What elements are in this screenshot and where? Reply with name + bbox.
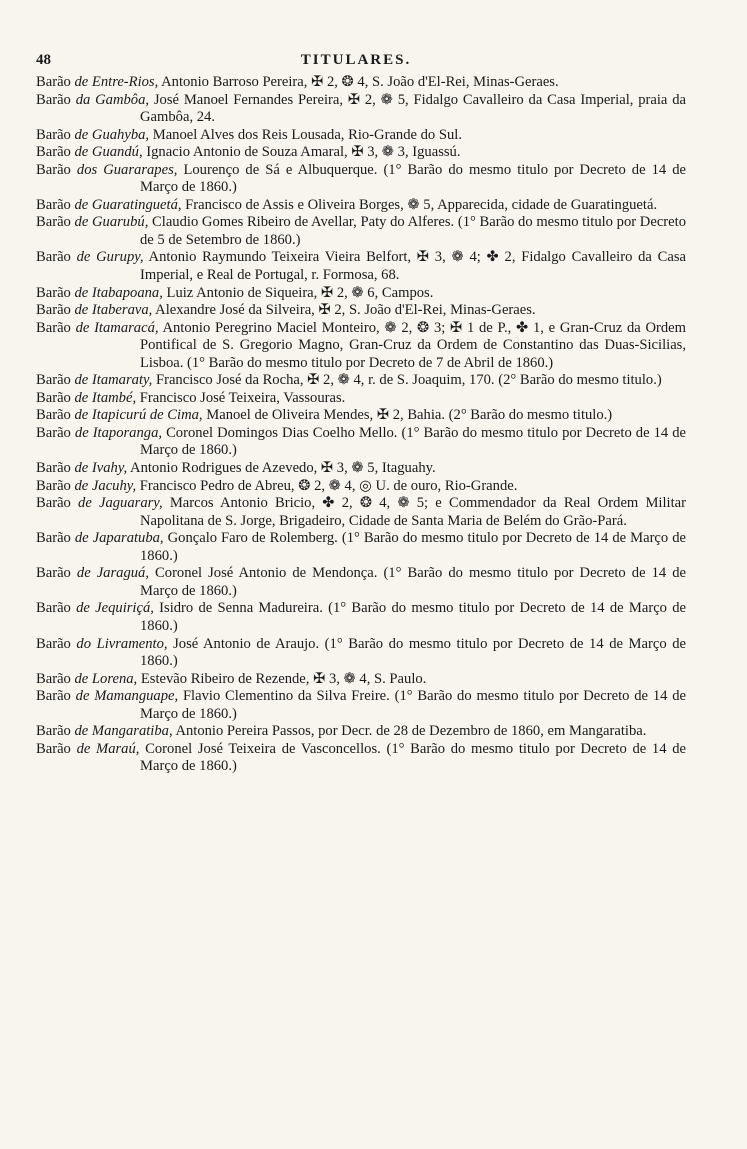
list-item: Barão de Itamaracá, Antonio Peregrino Maciel Monteiro, ❁ 2, ❂ 3; ✠ 1 de P., ✤ 1, e Gran-Cruz da Ordem Pontifical de S. Gregorio Magno, Gran-Cruz da Ordem de Constantino das Duas-Sicilias, Lisboa. (1° Barão do mesmo titulo por Decreto de 7 de Abril de 1860.) — [36, 319, 686, 371]
list-item: Barão de Itapicurú de Cima, Manoel de Oliveira Mendes, ✠ 2, Bahia. (2° Barão do mesmo titulo.) — [36, 407, 613, 424]
list-item: Barão de Itamaraty, Francisco José da Rocha, ✠ 2, ❁ 4, r. de S. Joaquim, 170. (2° Barão do mesmo titulo.) — [36, 372, 662, 389]
running-title: TITULARES. — [300, 52, 412, 68]
page-number: 48 — [36, 52, 51, 68]
list-item: Barão de Jequiriçá, Isidro de Senna Madureira. (1° Barão do mesmo titulo por Decreto de 14 de Março de 1860.) — [36, 600, 686, 634]
list-item: Barão de Gurupy, Antonio Raymundo Teixeira Vieira Belfort, ✠ 3, ❁ 4; ✤ 2, Fidalgo Cavalleiro da Casa Imperial, e Real de Portugal, r. Formosa, 68. — [36, 249, 687, 284]
list-item: Barão de Itaporanga, Coronel Domingos Dias Coelho Mello. (1° Barão do mesmo titulo por Decreto de 14 de Março de 1860.) — [36, 424, 686, 459]
list-item: Barão de Lorena, Estevão Ribeiro de Rezende, ✠ 3, ❁ 4, S. Paulo. — [36, 670, 427, 687]
list-item: Barão dos Guararapes, Lourenço de Sá e Albuquerque. (1° Barão do mesmo titulo por Decreto de 14 de Março de 1860.) — [36, 161, 687, 196]
list-item: Barão de Ivahy, Antonio Rodrigues de Azevedo, ✠ 3, ❁ 5, Itaguahy. — [36, 460, 436, 477]
list-item: Barão de Jaguarary, Marcos Antonio Bricio, ✤ 2, ❂ 4, ❁ 5; e Commendador da Real Ordem Militar Napolitana de S. Jorge, Brigadeiro, Cidade de Santa Maria de Belém do Grão-Pará. — [36, 495, 686, 529]
list-item: Barão de Maraú, Coronel José Teixeira de Vasconcellos. (1° Barão do mesmo titulo por Decreto de 14 de Março de 1860.) — [36, 740, 686, 775]
list-item: Barão de Mamanguape, Flavio Clementino da Silva Freire. (1° Barão do mesmo titulo por Decreto de 14 de Março de 1860.) — [36, 688, 686, 722]
list-item: Barão do Livramento, José Antonio de Araujo. (1° Barão do mesmo titulo por Decreto de 14 de Março de 1860.) — [36, 635, 686, 670]
list-item: Barão de Guahyba, Manoel Alves dos Reis Lousada, Rio-Grande do Sul. — [36, 126, 462, 143]
list-item: Barão de Itambé, Francisco José Teixeira, Vassouras. — [36, 389, 346, 406]
list-item: Barão de Guandú, Ignacio Antonio de Souza Amaral, ✠ 3, ❁ 3, Iguassú. — [36, 144, 461, 161]
list-item: Barão de Guaratinguetá, Francisco de Assis e Oliveira Borges, ❁ 5, Apparecida, cidade de Guaratinguetá. — [36, 196, 658, 213]
list-item: Barão de Entre-Rios, Antonio Barroso Pereira, ✠ 2, ❂ 4, S. João d'El-Rei, Minas-Geraes. — [36, 74, 559, 90]
list-item: Barão de Jaraguá, Coronel José Antonio de Mendonça. (1° Barão do mesmo titulo por Decreto de 14 de Março de 1860.) — [36, 565, 686, 599]
list-item: Barão de Japaratuba, Gonçalo Faro de Rolemberg. (1° Barão do mesmo titulo por Decreto de 14 de Março de 1860.) — [36, 530, 686, 564]
entry-list — [36, 74, 686, 776]
list-item: Barão de Itabapoana, Luiz Antonio de Siqueira, ✠ 2, ❁ 6, Campos. — [36, 284, 434, 301]
list-item: Barão de Guarubú, Claudio Gomes Ribeiro de Avellar, Paty do Alferes. (1° Barão do mesmo titulo por Decreto de 5 de Setembro de 1860.) — [36, 214, 686, 248]
page-header — [36, 52, 676, 74]
list-item: Barão de Itaberava, Alexandre José da Silveira, ✠ 2, S. João d'El-Rei, Minas-Geraes. — [36, 302, 536, 319]
list-item: Barão de Mangaratiba, Antonio Pereira Passos, por Decr. de 28 de Dezembro de 1860, em Mangaratiba. — [36, 723, 647, 740]
list-item: Barão de Jacuhy, Francisco Pedro de Abreu, ❂ 2, ❁ 4, ◎ U. de ouro, Rio-Grande. — [36, 477, 518, 494]
list-item: Barão da Gambôa, José Manoel Fernandes Pereira, ✠ 2, ❁ 5, Fidalgo Cavalleiro da Casa Imperial, praia da Gambôa, 24. — [36, 91, 686, 126]
